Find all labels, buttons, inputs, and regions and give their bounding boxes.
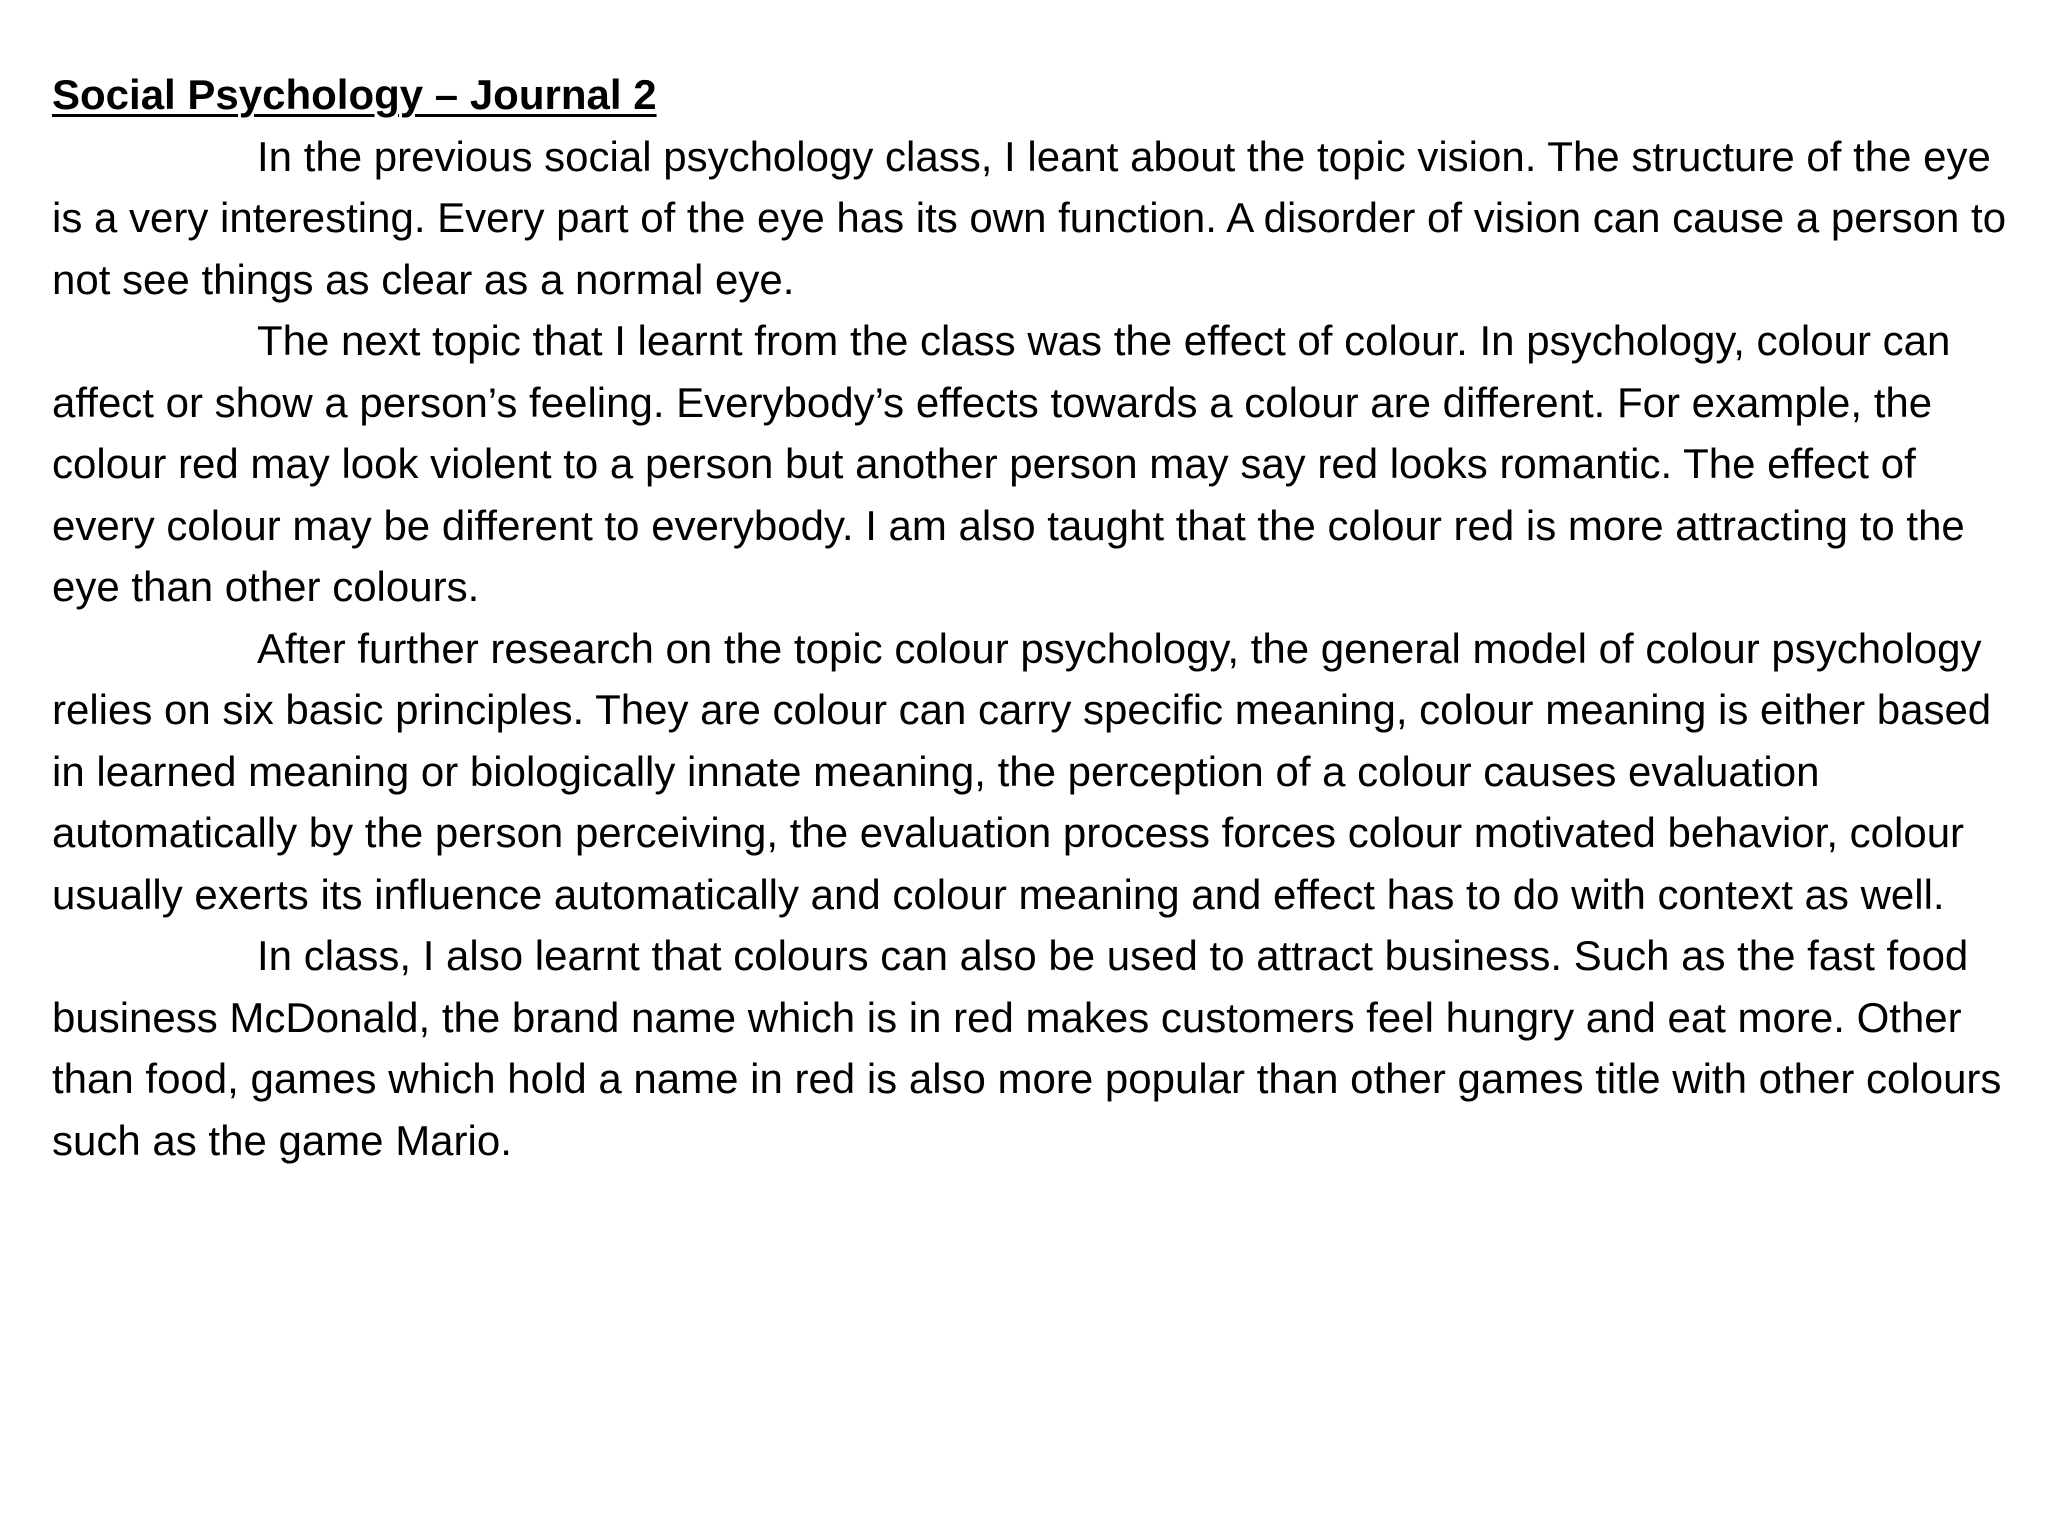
paragraph-effect-of-colour: The next topic that I learnt from the class was the effect of colour. In psychology, colour can affect or show a person’s feeling. Everybody’s effects towards a colour are different. For example, the colour red may look violent to a person but another person may say red looks romantic. The effect of every colour may be different to everybody. I am also taught that the colour red is more attracting to the eye than other colours. xyxy=(52,317,1965,610)
journal-content xyxy=(52,64,2012,1171)
journal-title: Social Psychology – Journal 2 xyxy=(52,71,657,118)
paragraph-colour-psychology-research: After further research on the topic colour psychology, the general model of colour psychology relies on six basic principles. They are colour can carry specific meaning, colour meaning is either based in learned meaning or biologically innate meaning, the perception of a colour causes evaluation automatically by the person perceiving, the evaluation process forces colour motivated behavior, colour usually exerts its influence automatically and colour meaning and effect has to do with context as well. xyxy=(52,624,1992,918)
paragraph-colour-in-business: In class, I also learnt that colours can also be used to attract business. Such as the fast food business McDonald, the brand name which is in red makes customers feel hungry and eat more. Other than food, games which hold a name in red is also more popular than other games title with other colours such as the game Mario. xyxy=(52,932,2002,1164)
paragraph-vision: In the previous social psychology class, I leant about the topic vision. The structure of the eye is a very interesting. Every part of the eye has its own function. A disorder of vision can cause a person to not see things as clear as a normal eye. xyxy=(52,132,2007,303)
